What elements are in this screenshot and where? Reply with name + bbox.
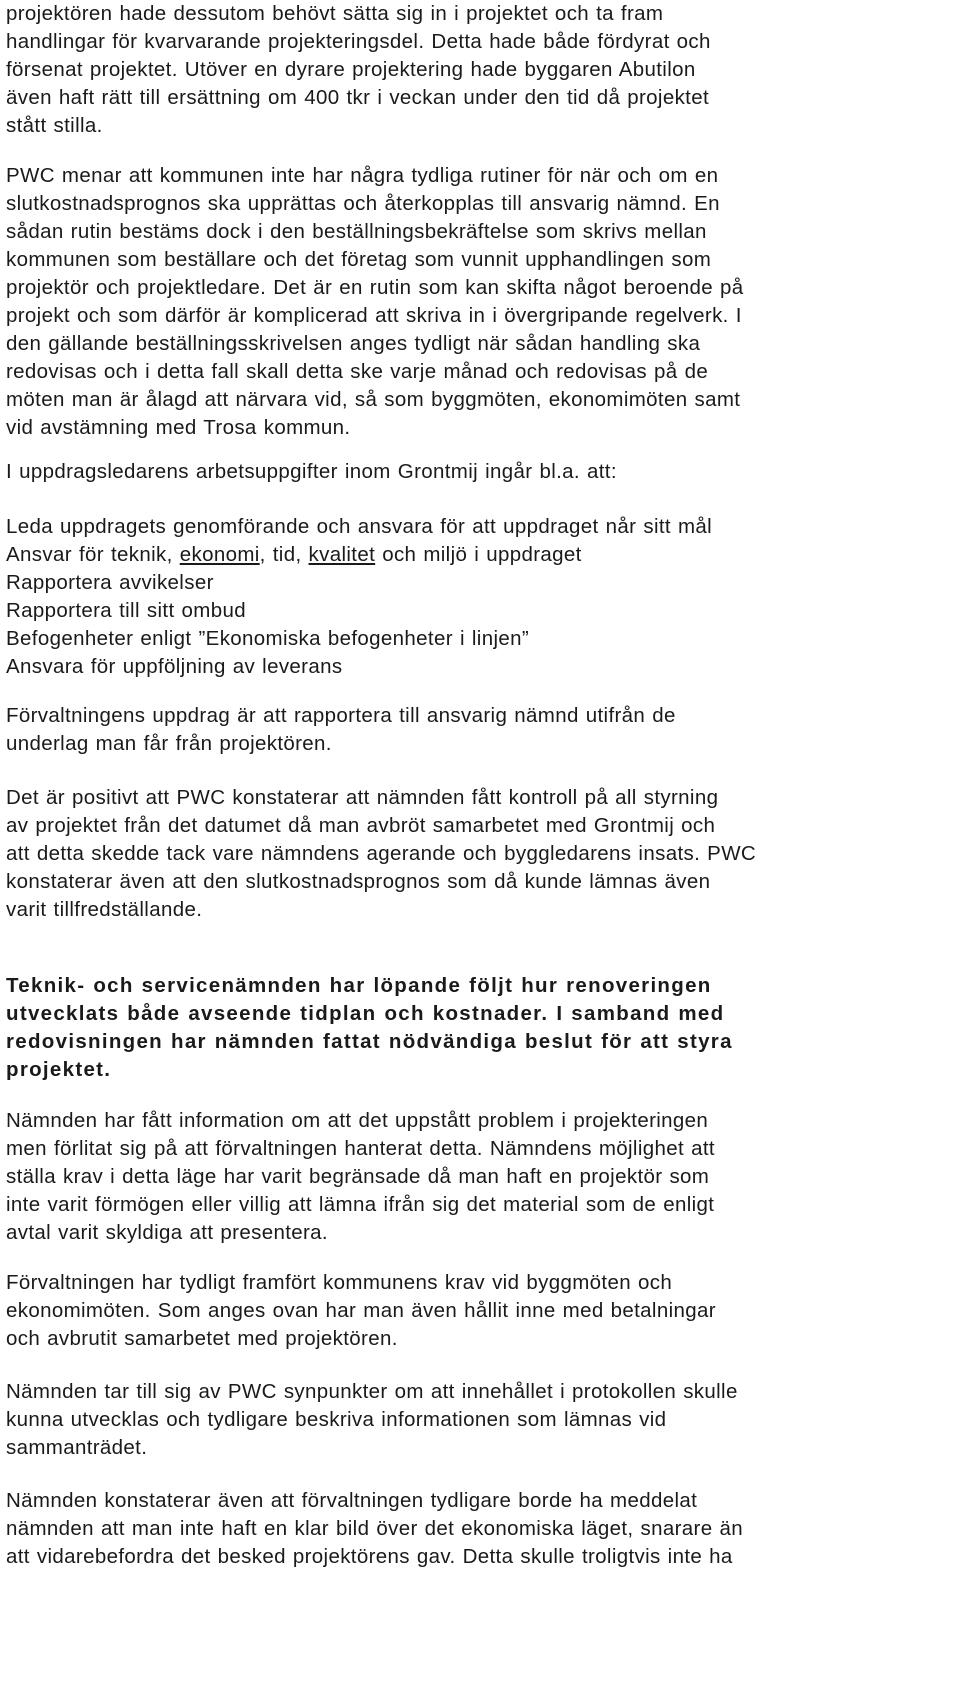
list-item bbox=[6, 541, 956, 569]
heading-line: utvecklats både avseende tidplan och kostnader. I samband med bbox=[6, 1002, 725, 1025]
paragraph-pwc-routines bbox=[6, 162, 956, 442]
list-item-text: , tid, bbox=[259, 543, 309, 566]
text-line: varit tillfredställande. bbox=[6, 898, 203, 921]
heading-line: redovisningen har nämnden fattat nödvändiga beslut för att styra bbox=[6, 1030, 733, 1053]
text-line: redovisas och i detta fall skall detta ske varje månad och redovisas på de bbox=[6, 360, 709, 383]
list-item: Rapportera till sitt ombud bbox=[6, 599, 246, 622]
list-item: Rapportera avvikelser bbox=[6, 571, 214, 594]
kvalitet-link[interactable]: kvalitet bbox=[308, 543, 376, 566]
text-line: PWC menar att kommunen inte har några tydliga rutiner för när och om en bbox=[6, 164, 719, 187]
text-line: men förlitat sig på att förvaltningen hanterat detta. Nämndens möjlighet att bbox=[6, 1137, 715, 1160]
task-list bbox=[6, 513, 956, 681]
text-line: av projektet från det datumet då man avbröt samarbetet med Grontmij och bbox=[6, 814, 716, 837]
text-line: Nämnden konstaterar även att förvaltningen tydligare borde ha meddelat bbox=[6, 1489, 698, 1512]
text-line: Nämnden har fått information om att det uppstått problem i projekteringen bbox=[6, 1109, 709, 1132]
text-line: Det är positivt att PWC konstaterar att nämnden fått kontroll på all styrning bbox=[6, 786, 719, 809]
text-line: även haft rätt till ersättning om 400 tkr i veckan under den tid då projektet bbox=[6, 86, 710, 109]
list-item: Befogenheter enligt ”Ekonomiska befogenheter i linjen” bbox=[6, 627, 530, 650]
text-line: stått stilla. bbox=[6, 114, 103, 137]
text-line: projektören hade dessutom behövt sätta sig in i projektet och ta fram bbox=[6, 2, 664, 25]
paragraph-forvaltningens-uppdrag bbox=[6, 702, 956, 758]
text-line: den gällande beställningsskrivelsen anges tydligt när sådan handling ska bbox=[6, 332, 701, 355]
text-line: möten man är ålagd att närvara vid, så som byggmöten, ekonomimöten samt bbox=[6, 388, 741, 411]
heading-line: Teknik- och servicenämnden har löpande följt hur renoveringen bbox=[6, 974, 712, 997]
text-line: slutkostnadsprognos ska upprättas och återkopplas till ansvarig nämnd. En bbox=[6, 192, 720, 215]
list-item: Leda uppdragets genomförande och ansvara för att uppdraget når sitt mål bbox=[6, 515, 713, 538]
text-line: handlingar för kvarvarande projekteringsdel. Detta hade både fördyrat och bbox=[6, 30, 711, 53]
text-line: och avbrutit samarbetet med projektören. bbox=[6, 1327, 398, 1350]
list-item: Ansvara för uppföljning av leverans bbox=[6, 655, 343, 678]
paragraph-forvaltningen-krav bbox=[6, 1269, 956, 1353]
text-line: nämnden att man inte haft en klar bild över det ekonomiska läget, snarare än bbox=[6, 1517, 744, 1540]
text-line: ekonomimöten. Som anges ovan har man även hållit inne med betalningar bbox=[6, 1299, 716, 1322]
text-line: underlag man får från projektören. bbox=[6, 732, 332, 755]
text-line: projektör och projektledare. Det är en rutin som kan skifta något beroende på bbox=[6, 276, 744, 299]
text-line: kunna utvecklas och tydligare beskriva informationen som lämnas vid bbox=[6, 1408, 667, 1431]
list-item-text: Ansvar för teknik, bbox=[6, 543, 180, 566]
text-line: sammanträdet. bbox=[6, 1436, 148, 1459]
text-line: inte varit förmögen eller villig att lämna ifrån sig det material som de enligt bbox=[6, 1193, 715, 1216]
text-line: att detta skedde tack vare nämndens agerande och byggledarens insats. PWC bbox=[6, 842, 757, 865]
ekonomi-link[interactable]: ekonomi bbox=[179, 543, 260, 566]
section-heading bbox=[6, 972, 956, 1084]
paragraph-ekonomiska-laget bbox=[6, 1487, 956, 1571]
text-line: sådan rutin bestäms dock i den beställningsbekräftelse som skrivs mellan bbox=[6, 220, 707, 243]
text-line: avtal varit skyldiga att presentera. bbox=[6, 1221, 328, 1244]
text-line: konstaterar även att den slutkostnadsprognos som då kunde lämnas även bbox=[6, 870, 711, 893]
text-line: Förvaltningens uppdrag är att rapportera till ansvarig nämnd utifrån de bbox=[6, 704, 676, 727]
text-line: projekt och som därför är komplicerad att skriva in i övergripande regelverk. I bbox=[6, 304, 742, 327]
text-line: I uppdragsledarens arbetsuppgifter inom Grontmij ingår bl.a. att: bbox=[6, 460, 617, 483]
paragraph-protokoll bbox=[6, 1378, 956, 1462]
text-line: ställa krav i detta läge har varit begränsade då man haft en projektör som bbox=[6, 1165, 710, 1188]
heading-line: projektet. bbox=[6, 1058, 112, 1081]
text-line: Förvaltningen har tydligt framfört kommunens krav vid byggmöten och bbox=[6, 1271, 673, 1294]
text-line: Nämnden tar till sig av PWC synpunkter om att innehållet i protokollen skulle bbox=[6, 1380, 738, 1403]
text-line: att vidarebefordra det besked projektörens gav. Detta skulle troligtvis inte ha bbox=[6, 1545, 733, 1568]
text-line: kommunen som beställare och det företag som vunnit upphandlingen som bbox=[6, 248, 712, 271]
paragraph-uppdragsledare-intro bbox=[6, 458, 956, 486]
paragraph-namnden-information bbox=[6, 1107, 956, 1247]
list-item-text: och miljö i uppdraget bbox=[375, 543, 582, 566]
paragraph-projektor-context bbox=[6, 0, 956, 140]
paragraph-pwc-positive bbox=[6, 784, 956, 924]
text-line: vid avstämning med Trosa kommun. bbox=[6, 416, 351, 439]
text-line: försenat projektet. Utöver en dyrare projektering hade byggaren Abutilon bbox=[6, 58, 696, 81]
